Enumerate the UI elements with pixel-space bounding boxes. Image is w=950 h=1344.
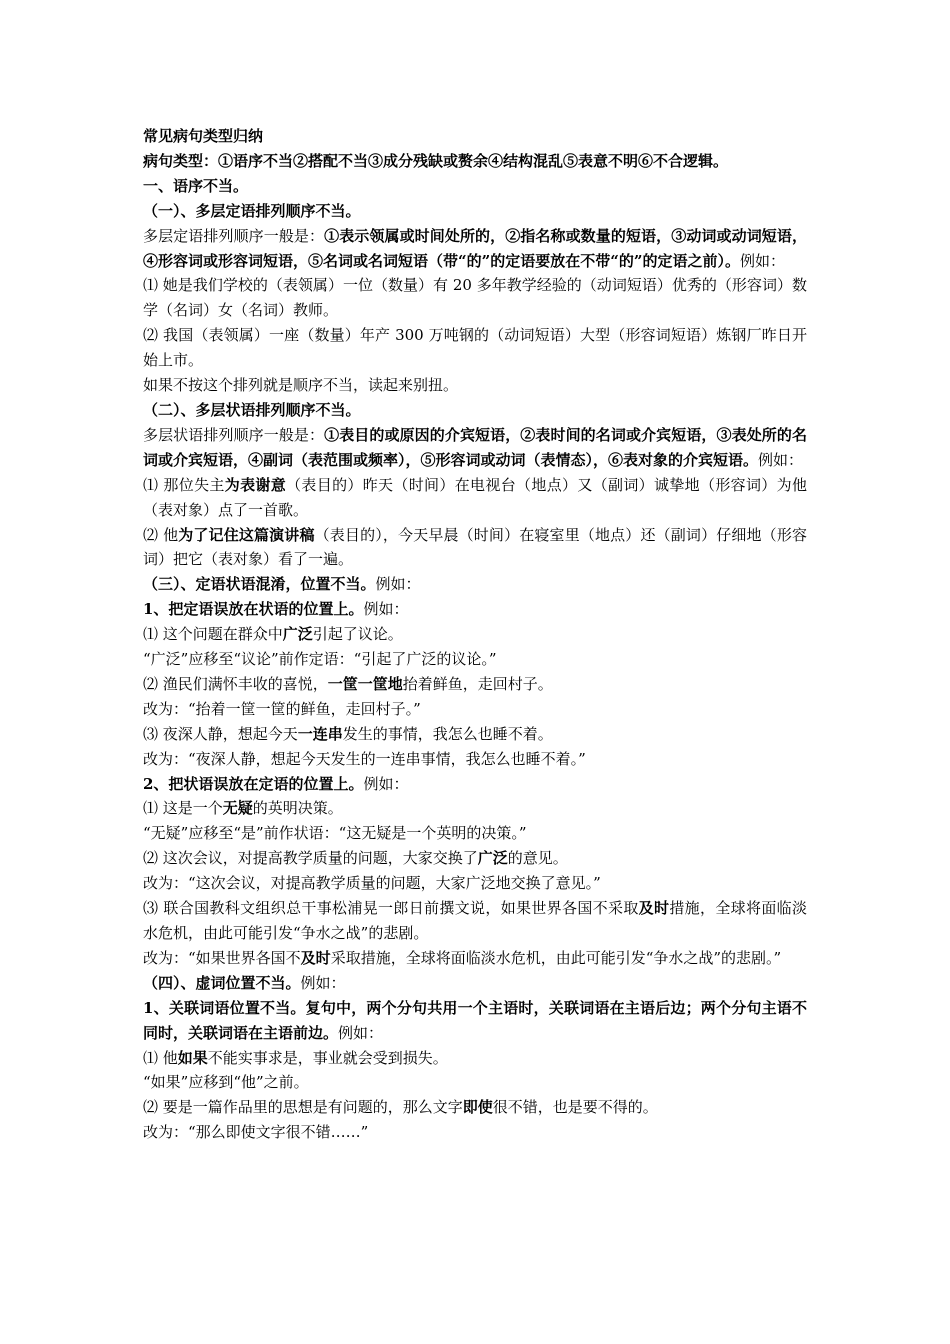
bold-text: 一、语序不当。 [143,176,249,195]
bold-text: ①表目的或原因的介宾短语，②表时间的名词或介宾短语，③表处所的名词或介宾短语，④副词（表范围或频率），⑤形容词或动词（表情态），⑥表对象的介宾短语。 [143,425,807,469]
document-body [143,124,807,1145]
text: ⑶ 联合国教科文组织总干事松浦晃一郎日前撰文说，如果世界各国不采取 [143,899,639,918]
paragraph [143,224,807,274]
paragraph [143,473,807,523]
bold-text: 2、把状语误放在定语的位置上。 [143,774,364,793]
text: 多层定语排列顺序一般是： [143,226,325,245]
document-title: 常见病句类型归纳 [143,127,264,145]
paragraph [143,647,807,672]
text: 如果不按这个排列就是顺序不当，读起来别扭。 [143,376,459,395]
paragraph [143,946,807,971]
text: ⑵ 这次会议，对提高教学质量的问题，大家交换了 [143,849,478,868]
text: “如果”应移到“他”之前。 [143,1073,309,1092]
text: 例如： [740,251,786,270]
text: 采取措施，全球将面临淡水危机，由此可能引发“争水之战”的悲剧。” [330,948,782,967]
paragraph [143,523,807,573]
paragraph [143,697,807,722]
bold-text: 为了记住这篇演讲稿 [178,525,315,544]
paragraph [143,896,807,946]
text: ⑴ 这是一个 [143,799,223,818]
text: 例如： [300,973,346,992]
text: 例如： [363,600,409,619]
text: 引起了议论。 [312,625,403,644]
paragraph [143,846,807,871]
bold-text: 1、把定语误放在状语的位置上。 [143,600,364,619]
bold-text: 1、关联词语位置不当。复句中，两个分句共用一个主语时，关联词语在主语后边；两个分句主语不同时，关联词语在主语前边。 [143,998,807,1042]
text: 多层状语排列顺序一般是： [143,425,325,444]
text: 例如： [363,774,409,793]
bold-text: 一筐一筐地 [327,674,403,693]
bold-text: ①表示领属或时间处所的，②指名称或数量的短语，③动词或动词短语，④形容词或形容词短语，⑤名词或名词短语（带“的”的定语要放在不带“的”的定语之前）。 [143,226,807,270]
bold-text: 及时 [300,948,331,967]
text: （表目的）昨天（时间）在电视台（地点）又（副词）诚挚地（形容词）为他（表对象）点了一首歌。 [143,475,807,519]
bold-text: 为表谢意 [224,475,287,494]
paragraph [143,722,807,747]
text: ⑵ 渔民们满怀丰收的喜悦， [143,674,328,693]
text: “无疑”应移至“是”前作状语：“这无疑是一个英明的决策。” [143,824,527,843]
document-lines [143,149,807,1145]
subsection-heading [143,572,807,597]
subsection-heading [143,398,807,423]
text: 改为：“抬着一筐一筐的鲜鱼，走回村子。” [143,699,421,718]
paragraph [143,796,807,821]
paragraph [143,772,807,797]
paragraph [143,323,807,373]
bold-text: （四）、虚词位置不当。 [143,973,301,992]
paragraph [143,821,807,846]
paragraph [143,996,807,1046]
bold-text: 无疑 [222,799,253,818]
text: ⑴ 这个问题在群众中 [143,625,283,644]
text: 措施，全球将面临淡水危机，由此可能引发“争水之战”的悲剧。 [143,899,807,942]
text: ⑵ 我国（表领属）一座（数量）年产 300 万吨钢的（动词短语）大型（形容词短语）炼钢厂昨日开始上市。 [143,326,807,370]
bold-text: 如果 [177,1048,208,1067]
subsection-heading [143,199,807,224]
bold-text: （一）、多层定语排列顺序不当。 [143,201,361,220]
bold-text: 一连串 [297,724,343,743]
text: 改为：“那么即使文字很不错……” [143,1123,369,1142]
paragraph [143,672,807,697]
text: 改为：“这次会议，对提高教学质量的问题，大家广泛地交换了意见。” [143,874,601,893]
text: 的英明决策。 [252,799,343,818]
bold-text: 广泛 [477,849,508,868]
text: 发生的事情，我怎么也睡不着。 [342,724,553,743]
bold-text: 即使 [462,1098,493,1117]
bold-text: （二）、多层状语排列顺序不当。 [143,400,361,419]
text: 改为：“如果世界各国不 [143,948,301,967]
bold-text: （三）、定语状语混淆，位置不当。 [143,575,376,594]
text: 的意见。 [507,849,568,868]
text: 例如： [338,1023,384,1042]
text: ⑴ 她是我们学校的（表领属）一位（数量）有 20 多年教学经验的（动词短语）优秀的（形容词）数学（名词）女（名词）教师。 [143,276,807,320]
paragraph [143,1095,807,1120]
paragraph [143,423,807,473]
text: （表目的），今天早晨（时间）在寝室里（地点）还（副词）仔细地（形容词）把它（表对象）看了一遍。 [143,525,807,569]
text: 改为：“夜深人静，想起今天发生的一连串事情，我怎么也睡不着。” [143,749,586,768]
text: 很不错，也是要不得的。 [492,1098,658,1117]
text: 例如： [375,575,421,594]
paragraph [143,1120,807,1145]
text: “广泛”应移至“议论”前作定语：“引起了广泛的议论。” [143,650,497,669]
paragraph [143,622,807,647]
summary-line [143,149,807,174]
text: 抬着鲜鱼，走回村子。 [402,674,553,693]
paragraph [143,1046,807,1071]
text: 不能实事求是，事业就会受到损失。 [207,1048,448,1067]
bold-text: 及时 [638,899,670,918]
paragraph [143,871,807,896]
bold-text: 广泛 [282,625,313,644]
paragraph [143,373,807,398]
text: ⑵ 要是一篇作品里的思想是有问题的，那么文字 [143,1098,463,1117]
paragraph [143,273,807,323]
text: ⑴ 那位失主 [143,475,225,494]
text: ⑴ 他 [143,1048,178,1067]
text: 例如： [758,450,804,469]
text: ⑶ 夜深人静，想起今天 [143,724,298,743]
paragraph [143,1070,807,1095]
paragraph [143,747,807,772]
paragraph [143,597,807,622]
section-heading [143,174,807,199]
bold-text: 病句类型：①语序不当②搭配不当③成分残缺或赘余④结构混乱⑤表意不明⑥不合逻辑。 [143,151,729,170]
subsection-heading [143,971,807,996]
text: ⑵ 他 [143,525,179,544]
